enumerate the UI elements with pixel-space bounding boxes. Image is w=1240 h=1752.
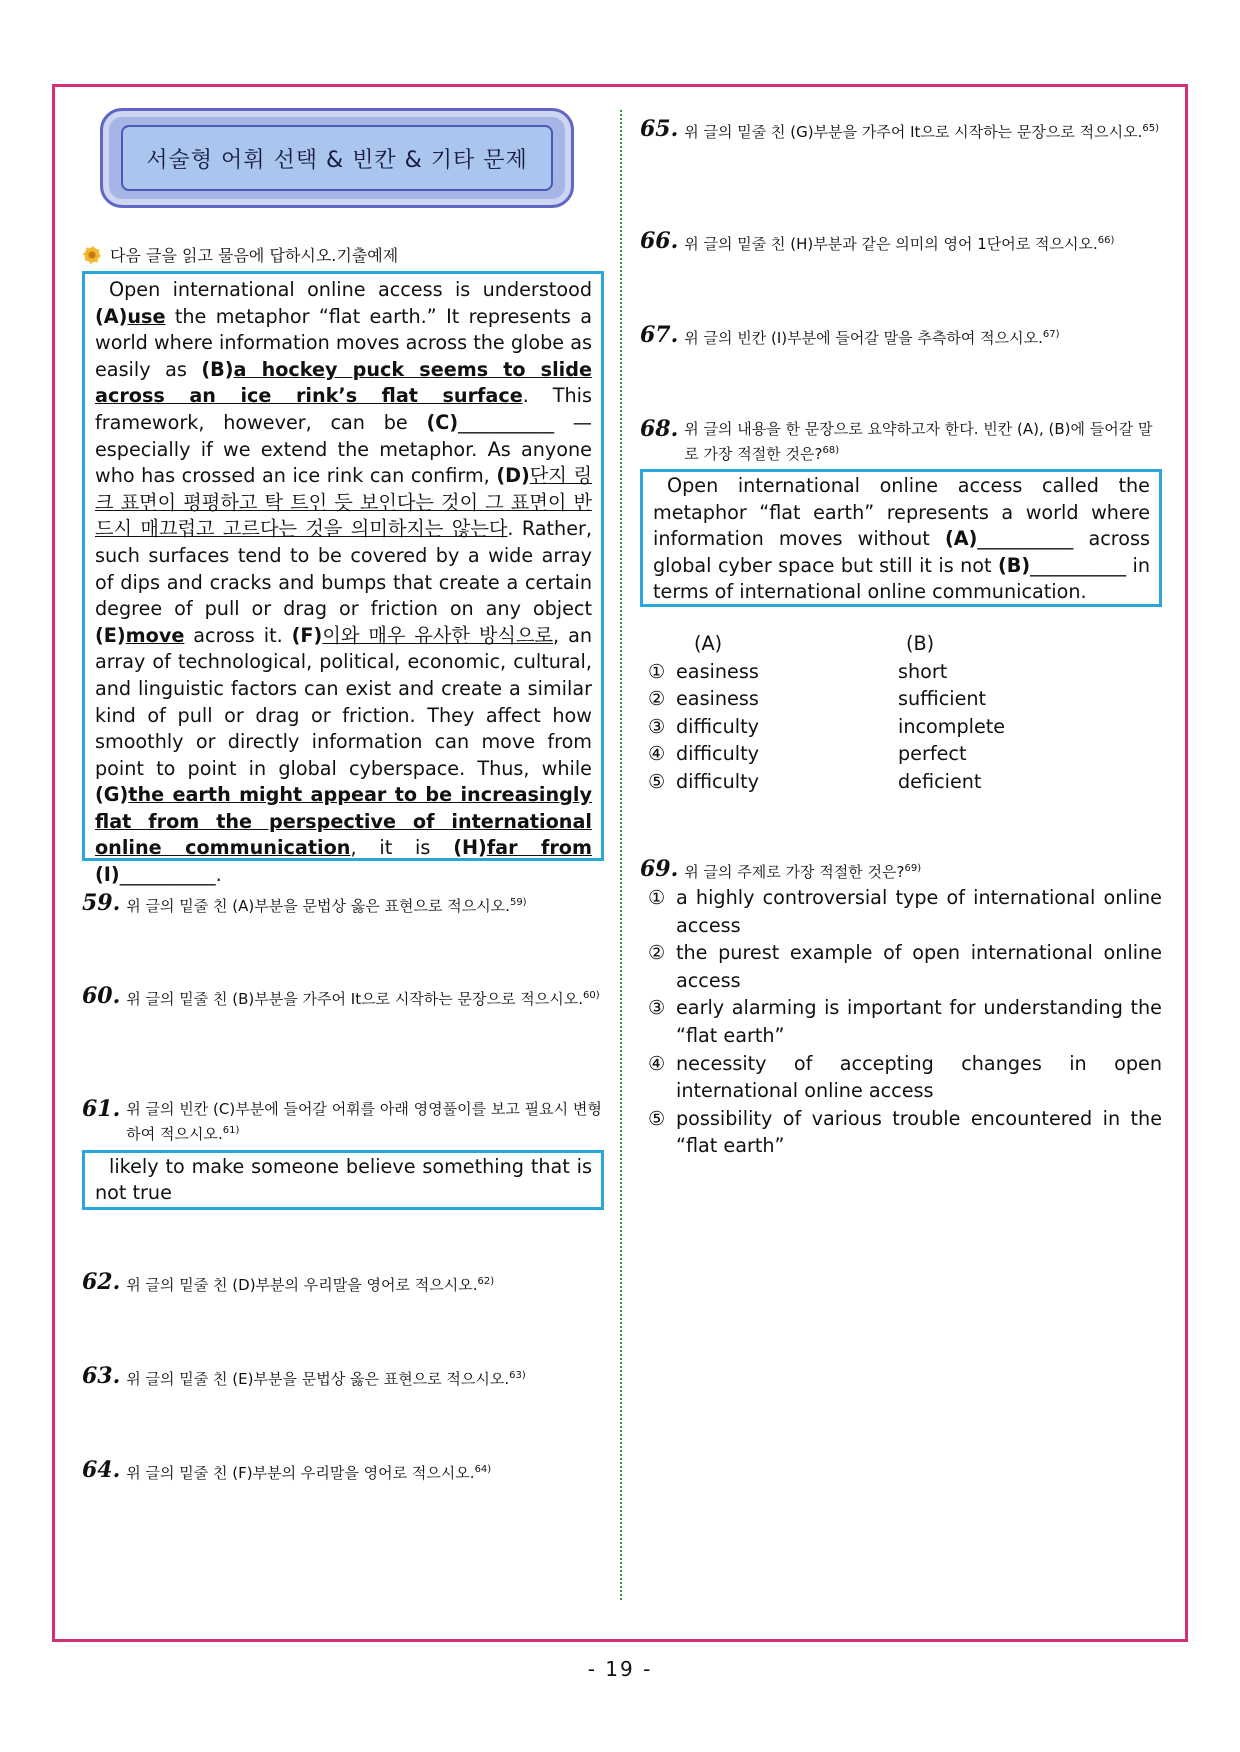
choice-a-value: difficulty <box>676 769 759 793</box>
footnote-ref: 63) <box>509 1370 526 1381</box>
label-g: (G) <box>95 783 129 807</box>
question-number: 61. <box>82 1096 121 1122</box>
choice-a-value: easiness <box>676 687 759 711</box>
question-prompt: 위 글의 밑줄 친 (H)부분과 같은 의미의 영어 1단어로 적으시오. <box>684 235 1098 253</box>
option-text: possibility of various trouble encountered in the “flat earth” <box>676 1106 1162 1158</box>
passage-segment: the metaphor “flat earth.” It represents a world where information moves across the globe as easily as <box>95 304 592 381</box>
underline-e: move <box>125 623 185 647</box>
question-prompt: 위 글의 빈칸 (I)부분에 들어갈 말을 추측하여 적으시오. <box>684 329 1043 347</box>
option-number: ⑤ <box>648 1106 666 1130</box>
passage-segment: . <box>215 863 222 887</box>
passage-segment: — especially if we extend the metaphor. As anyone who has crossed an ice rink can confirm, <box>95 410 592 488</box>
question-text <box>126 1459 604 1484</box>
question-64 <box>82 1459 604 1484</box>
instruction-text: 다음 글을 읽고 물음에 답하시오.기출예제 <box>110 246 399 265</box>
question-prompt: 위 글의 밑줄 친 (B)부분을 가주어 It으로 시작하는 문장으로 적으시오. <box>126 990 584 1008</box>
summary-box <box>640 469 1162 607</box>
question-text <box>126 1271 604 1296</box>
question-prompt: 위 글의 밑줄 친 (G)부분을 가주어 It으로 시작하는 문장으로 적으시오. <box>684 123 1143 141</box>
question-number: 66. <box>640 228 679 254</box>
question-text <box>126 892 604 917</box>
passage-segment: . This framework, however, can be <box>95 384 592 434</box>
page-number: - 19 - <box>587 1657 653 1681</box>
definition-text: likely to make someone believe something that is not true <box>95 1155 592 1204</box>
instruction <box>82 243 398 266</box>
option-4[interactable] <box>648 1050 1162 1105</box>
question-text <box>684 418 1162 465</box>
choice-b-value: short <box>898 659 948 683</box>
label-d: (D) <box>496 464 530 488</box>
blank-i: __________ <box>119 863 216 887</box>
question-60 <box>82 985 604 1010</box>
summary-blank-a: __________ <box>977 527 1074 551</box>
question-62 <box>82 1271 604 1296</box>
summary-segment: Open international online access called the metaphor “flat earth” represents a world where information moves without <box>653 474 1150 551</box>
choice-option-3[interactable] <box>648 713 1005 741</box>
option-number: ① <box>648 886 666 909</box>
choice-option-5[interactable] <box>648 768 1005 796</box>
question-number: 65. <box>640 116 679 142</box>
section-banner <box>100 108 574 208</box>
question-number: 63. <box>82 1363 121 1389</box>
label-f: (F) <box>291 623 323 647</box>
question-69 <box>640 858 1162 883</box>
choice-number: ④ <box>648 742 666 766</box>
choice-header-a: (A) <box>694 632 723 655</box>
choice-b-value: deficient <box>898 769 982 793</box>
choice-number: ① <box>648 659 666 683</box>
question-prompt: 위 글의 빈칸 (C)부분에 들어갈 어휘를 아래 영영풀이를 보고 필요시 변형하여 적으시오. <box>126 1100 602 1143</box>
choice-number: ③ <box>648 714 666 738</box>
section-title: 서술형 어휘 선택 & 빈칸 & 기타 문제 <box>146 147 528 173</box>
choice-option-1[interactable] <box>648 658 1005 686</box>
option-number: ③ <box>648 996 666 1020</box>
question-68 <box>640 418 1162 465</box>
passage-box <box>82 271 604 887</box>
summary-segment: in terms of international online communication. <box>653 553 1151 604</box>
question-prompt: 위 글의 밑줄 친 (E)부분을 문법상 옳은 표현으로 적으시오. <box>126 1370 510 1388</box>
question-number: 68. <box>640 416 679 442</box>
summary-text <box>653 473 1150 606</box>
passage-segment: . Rather, such surfaces tend to be covered by a wide array of dips and cracks and bumps that create a certain degree of pull or drag or friction on any object <box>95 517 593 621</box>
footnote-ref: 62) <box>477 1276 495 1287</box>
label-h: (H) <box>453 836 487 860</box>
summary-segment: across global cyber space but still it is not <box>653 527 1150 577</box>
flower-icon <box>82 245 102 265</box>
question-67 <box>640 324 1162 349</box>
option-number: ② <box>648 941 666 965</box>
label-a: (A) <box>95 304 128 328</box>
underline-a: use <box>127 304 166 328</box>
summary-blank-b: __________ <box>1030 553 1127 577</box>
choice-table-68 <box>648 630 1005 796</box>
footnote-ref: 65) <box>1142 123 1159 134</box>
underline-d: 단지 링크 표면이 평평하고 탁 트인 듯 보인다는 것이 그 표면이 반드시 매끄럽고 고르다는 것을 의미하지는 않는다 <box>95 464 592 541</box>
choice-header-b: (B) <box>906 632 935 655</box>
question-number: 67. <box>640 322 679 348</box>
label-e: (E) <box>95 623 126 647</box>
passage-segment: , an array of technological, political, economic, cultural, and linguistic factors can exist and create a similar kind of pull or drag or friction. They affect how smoothly or directly information can move from point to point in global cyberspace. Thus, while <box>95 623 592 780</box>
underline-g: the earth might appear to be increasingly flat from the perspective of international online communication <box>95 783 592 860</box>
underline-h: far from <box>486 836 592 860</box>
option-5[interactable] <box>648 1105 1162 1160</box>
footnote-ref: 59) <box>509 897 527 908</box>
underline-f: 이와 매우 유사한 방식으로 <box>322 623 554 647</box>
question-number: 59. <box>82 890 121 916</box>
choice-b-value: incomplete <box>898 714 1006 738</box>
option-number: ④ <box>648 1051 666 1075</box>
question-text <box>684 118 1162 143</box>
choice-a-value: difficulty <box>676 742 759 766</box>
passage-text <box>95 277 592 889</box>
blank-c: __________ <box>458 410 555 434</box>
options-69 <box>648 884 1162 1160</box>
question-61 <box>82 1098 604 1145</box>
option-3[interactable] <box>648 994 1162 1049</box>
option-text: the purest example of open international online access <box>676 941 1162 992</box>
choice-b-value: perfect <box>898 742 967 766</box>
label-i: (I) <box>95 863 120 887</box>
question-number: 69. <box>640 856 679 882</box>
footnote-ref: 69) <box>904 863 922 874</box>
option-1[interactable] <box>648 884 1162 939</box>
question-prompt: 위 글의 밑줄 친 (D)부분의 우리말을 영어로 적으시오. <box>126 1276 478 1294</box>
footnote-ref: 60) <box>583 990 600 1001</box>
choice-number: ⑤ <box>648 769 666 793</box>
definition-box <box>82 1150 604 1210</box>
choice-option-4[interactable] <box>648 740 1005 768</box>
option-text: early alarming is important for understanding the “flat earth” <box>676 996 1162 1047</box>
question-66 <box>640 230 1162 255</box>
section-banner-inner <box>121 125 553 191</box>
question-number: 62. <box>82 1269 121 1295</box>
question-prompt: 위 글의 밑줄 친 (A)부분을 문법상 옳은 표현으로 적으시오. <box>126 897 510 915</box>
choice-option-2[interactable] <box>648 685 1005 713</box>
passage-segment: across it. <box>184 623 292 647</box>
option-text: a highly controversial type of international online access <box>676 886 1162 937</box>
label-c: (C) <box>426 410 459 434</box>
footnote-ref: 64) <box>474 1464 492 1475</box>
choice-a-value: difficulty <box>676 714 759 738</box>
option-2[interactable] <box>648 939 1162 994</box>
label-b: (B) <box>201 357 234 381</box>
passage-segment: Open international online access is understood <box>109 278 592 301</box>
question-text <box>684 324 1162 349</box>
footnote-ref: 66) <box>1097 235 1115 246</box>
choice-b-value: sufficient <box>898 687 987 711</box>
question-number: 60. <box>82 983 121 1009</box>
question-text <box>126 1098 604 1145</box>
question-text <box>684 858 1162 883</box>
question-59 <box>82 892 604 917</box>
footnote-ref: 68) <box>822 445 840 456</box>
choice-a-value: easiness <box>676 659 759 683</box>
passage-segment: , it is <box>350 836 454 860</box>
question-prompt: 위 글의 밑줄 친 (F)부분의 우리말을 영어로 적으시오. <box>126 1464 475 1482</box>
question-number: 64. <box>82 1457 121 1483</box>
question-65 <box>640 118 1162 143</box>
choice-number: ② <box>648 687 666 711</box>
footnote-ref: 67) <box>1042 329 1060 340</box>
summary-label-a: (A) <box>944 527 978 551</box>
footnote-ref: 61) <box>222 1125 240 1136</box>
column-divider <box>620 110 622 1600</box>
question-text <box>126 985 604 1010</box>
option-text: necessity of accepting changes in open international online access <box>676 1051 1162 1103</box>
underline-b: a hockey puck seems to slide across an ice rink’s flat surface <box>95 357 592 408</box>
question-prompt: 위 글의 주제로 가장 적절한 것은? <box>684 863 905 881</box>
question-prompt: 위 글의 내용을 한 문장으로 요약하고자 한다. 빈칸 (A), (B)에 들어갈 말로 가장 적절한 것은? <box>684 420 1153 463</box>
question-63 <box>82 1365 604 1390</box>
question-text <box>126 1365 604 1390</box>
choice-header <box>648 630 1005 658</box>
summary-label-b: (B) <box>997 553 1031 577</box>
question-text <box>684 230 1162 255</box>
